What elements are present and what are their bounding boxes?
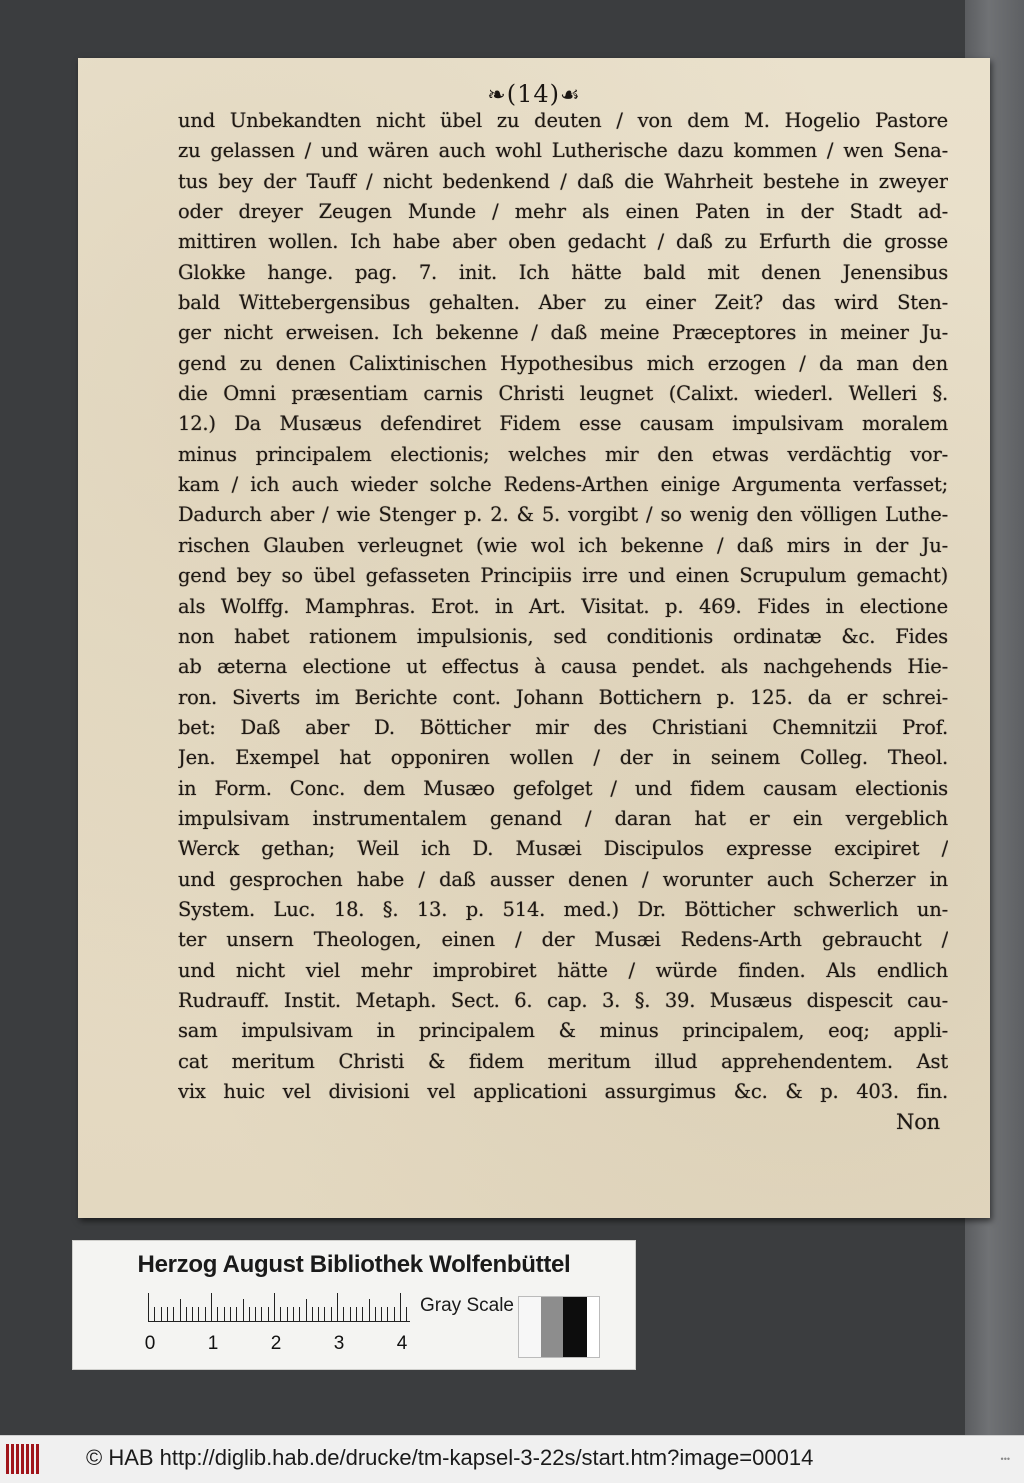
ruler-tick [350,1307,351,1321]
ruler-tick [255,1307,256,1321]
text-line: Werck gethan; Weil ich D. Musæi Discipulos expresse excipiret / [178,837,948,861]
gray-patch [519,1297,541,1357]
ruler-tick [400,1293,401,1321]
ruler-number: 0 [144,1333,156,1354]
ruler-tick [268,1307,269,1321]
text-line: ter unsern Theologen, einen / der Musæi Redens-Arth gebraucht / [178,928,948,952]
ruler-tick [306,1299,307,1321]
text-line: als Wolffg. Mamphras. Erot. in Art. Visitat. p. 469. Fides in electione [178,594,948,618]
text-line: minus principalem electionis; welches mir den etwas verdächtig vor- [178,442,948,466]
text-line: 12.) Da Musæus defendiret Fidem esse causam impulsivam moralem [178,412,948,436]
ruler-tick [154,1307,155,1321]
ruler-tick [375,1307,376,1321]
ruler-tick [180,1299,181,1321]
color-reference-card [72,1240,636,1370]
footer-dots-icon: ••• [1000,1454,1010,1464]
ruler-tick [381,1307,382,1321]
right-ornament-icon: ☙ [559,83,581,108]
ruler-number: 3 [333,1333,345,1354]
text-line: die Omni præsentiam carnis Christi leugnet (Calixt. wiederl. Welleri §. [178,382,948,406]
text-line: bald Wittebergensibus gehalten. Aber zu einer Zeit? das wird Sten- [178,291,948,315]
ruler-tick [186,1307,187,1321]
ruler-tick [406,1307,407,1321]
ruler-tick [167,1307,168,1321]
ruler-tick [274,1293,275,1321]
text-line: sam impulsivam in principalem & minus principalem, eoq; appli- [178,1019,948,1043]
text-line: gend zu denen Calixtinischen Hypothesibus mich erzogen / da man den [178,351,948,375]
gray-patch [563,1297,587,1357]
ruler-tick [324,1307,325,1321]
hab-logo-icon [6,1444,40,1474]
ruler-tick [312,1307,313,1321]
ruler-number: 2 [270,1333,282,1354]
text-line: impulsivam instrumentalem genand / daran hat er ein vergeblich [178,806,948,830]
text-line: gend bey so übel gefasseten Principiis irre und einen Scrupulum gemacht) [178,564,948,588]
ruler-tick [211,1293,212,1321]
catchword: Non [896,1110,940,1135]
ruler-tick [192,1307,193,1321]
text-line: und Unbekandten nicht übel zu deuten / von dem M. Hogelio Pastore [178,109,948,132]
text-line: oder dreyer Zeugen Munde / mehr als einen Paten in der Stadt ad- [178,200,948,224]
body-text [178,106,948,1138]
text-line: Glokke hange. pag. 7. init. Ich hätte bald mit denen Jenensibus [178,260,948,284]
ruler-tick [337,1293,338,1321]
left-ornament-icon: ❧ [487,83,507,108]
text-line: ab æterna electione ut effectus à causa pendet. als nachgehends Hie- [178,655,948,679]
text-line: in Form. Conc. dem Musæo gefolget / und fidem causam electionis [178,776,948,800]
text-line: ger nicht erweisen. Ich bekenne / daß meine Præceptores in meiner Ju- [178,321,948,345]
text-line: mittiren wollen. Ich habe aber oben gedacht / daß zu Erfurth die grosse [178,230,948,254]
footer-bar [0,1435,1024,1483]
ruler-number: 4 [396,1333,408,1354]
text-line: bet: Daß aber D. Bötticher mir des Christiani Chemnitzii Prof. [178,715,948,739]
ruler-tick [394,1307,395,1321]
cm-ruler [144,1293,416,1357]
ruler-tick [148,1293,149,1321]
text-line: kam / ich auch wieder solche Redens-Arthen einige Argumenta verfasset; [178,473,948,497]
text-line: zu gelassen / und wären auch wohl Lutherische dazu kommen / wen Sena- [178,139,948,163]
text-line: cat meritum Christi & fidem meritum illud apprehendentem. Ast [178,1049,948,1073]
ruler-tick [173,1307,174,1321]
ruler-tick [198,1307,199,1321]
text-line: rischen Glauben verleugnet (wie wol ich bekenne / daß mirs in der Ju- [178,533,948,557]
ruler-tick [161,1307,162,1321]
text-line: Jen. Exempel hat opponiren wollen / der in seinem Colleg. Theol. [178,746,948,770]
text-line: System. Luc. 18. §. 13. p. 514. med.) Dr. Bötticher schwerlich un- [178,897,948,921]
library-name: Herzog August Bibliothek Wolfenbüttel [137,1251,571,1278]
ruler-tick [299,1307,300,1321]
ruler-tick [356,1307,357,1321]
ruler-tick [205,1307,206,1321]
ruler-tick [230,1307,231,1321]
page-number: (14) [506,80,560,108]
ruler-tick [287,1307,288,1321]
ruler-tick [331,1307,332,1321]
ruler-tick [318,1307,319,1321]
text-line: Dadurch aber / wie Stenger p. 2. & 5. vorgibt / so wenig den völligen Luthe- [178,503,948,527]
ruler-tick [224,1307,225,1321]
ruler-tick [369,1299,370,1321]
ruler-tick [236,1307,237,1321]
text-line: ron. Siverts im Berichte cont. Johann Bottichern p. 125. da er schrei- [178,685,948,709]
text-line: vix huic vel divisioni vel applicationi assurgimus &c. & p. 403. fin. [178,1080,948,1103]
text-line: und nicht viel mehr improbiret hätte / würde finden. Als endlich [178,958,948,982]
gray-patch [587,1297,599,1357]
ruler-tick [249,1307,250,1321]
text-line: Rudrauff. Instit. Metaph. Sect. 6. cap. 3. §. 39. Musæus dispescit cau- [178,988,948,1012]
text-line: tus bey der Tauff / nicht bedenkend / daß die Wahrheit bestehe in zweyer [178,169,948,193]
scanned-page [78,58,990,1218]
ruler-tick [362,1307,363,1321]
ruler-tick [243,1299,244,1321]
gray-patch [541,1297,563,1357]
ruler-tick [261,1307,262,1321]
text-line: und gesprochen habe / daß ausser denen / worunter auch Scherzer in [178,867,948,891]
copyright-url[interactable]: © HAB http://diglib.hab.de/drucke/tm-kapsel-3-22s/start.htm?image=00014 [86,1445,814,1470]
ruler-tick [293,1307,294,1321]
page-number-header [78,80,990,108]
gray-scale-patches [518,1296,600,1358]
ruler-baseline [148,1321,410,1322]
gray-scale-label: Gray Scale [420,1295,514,1316]
ruler-tick [343,1307,344,1321]
ruler-tick [387,1307,388,1321]
text-line: non habet rationem impulsionis, sed conditionis ordinatæ &c. Fides [178,624,948,648]
ruler-number: 1 [207,1333,219,1354]
ruler-tick [217,1307,218,1321]
ruler-tick [280,1307,281,1321]
